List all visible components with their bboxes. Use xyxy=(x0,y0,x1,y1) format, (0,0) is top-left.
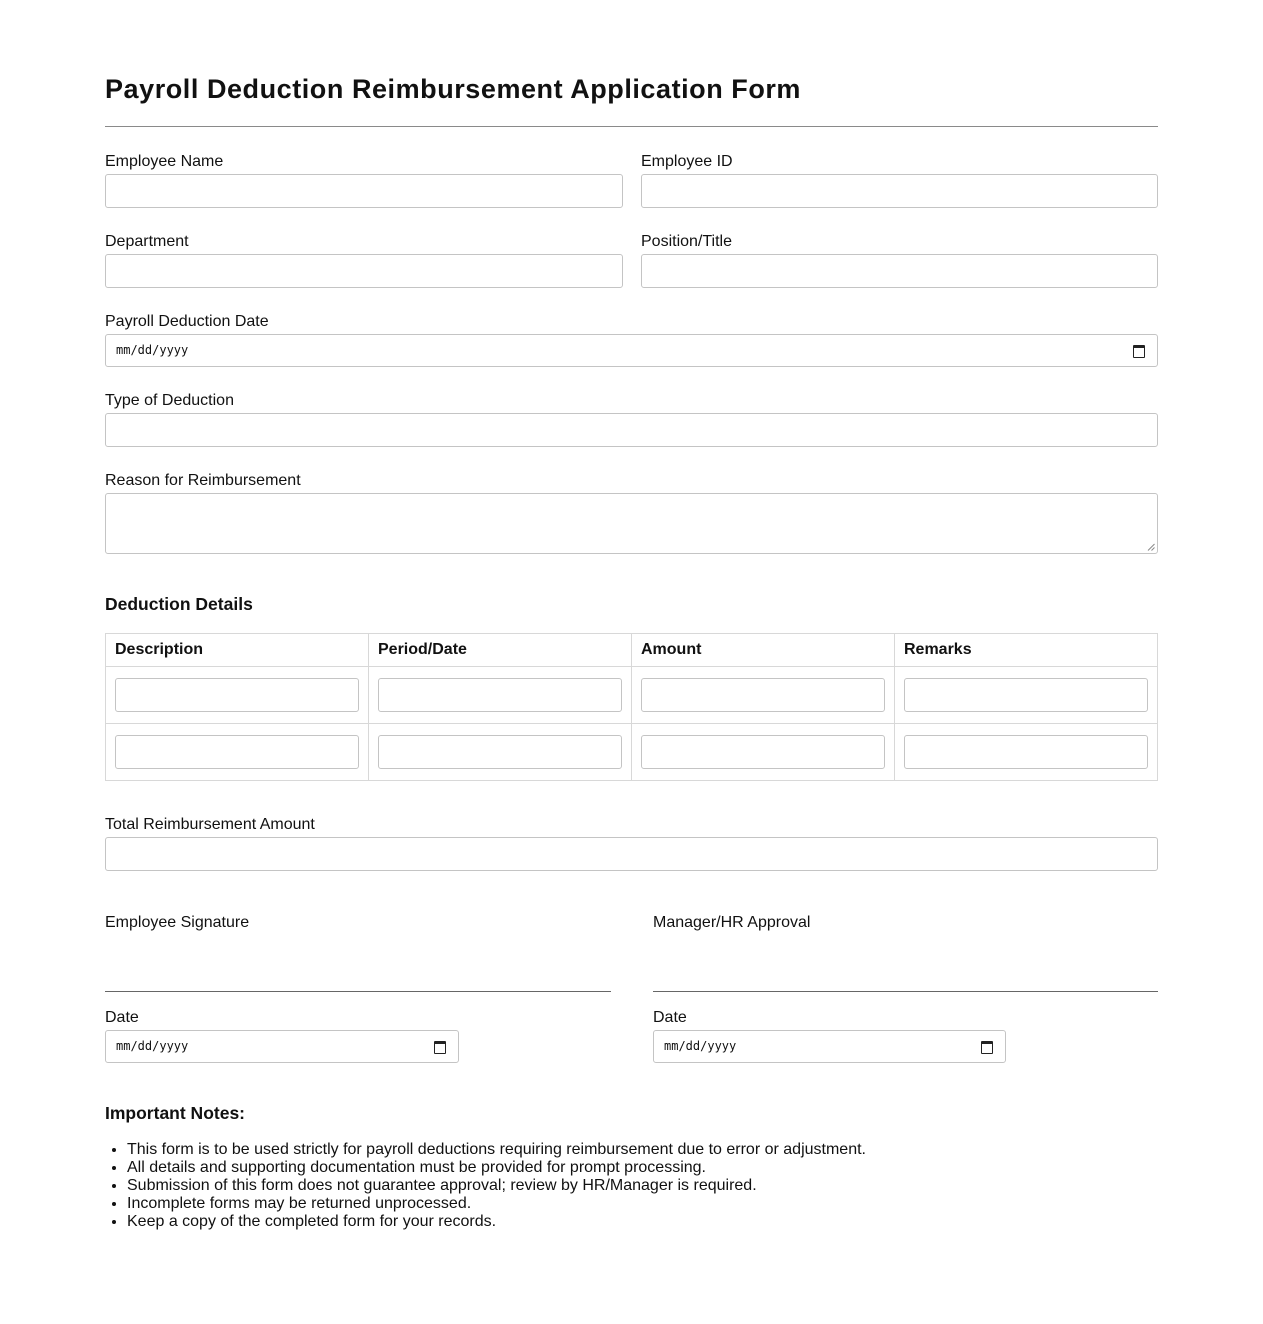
reason-label: Reason for Reimbursement xyxy=(105,472,301,489)
manager-date-label: Date xyxy=(653,1009,687,1026)
date-placeholder: mm/dd/yyyy xyxy=(664,1039,737,1053)
table-header-row xyxy=(106,634,1158,667)
department-input[interactable] xyxy=(105,254,623,288)
manager-signature-line[interactable] xyxy=(653,991,1158,992)
manager-date-input[interactable] xyxy=(653,1030,1006,1063)
calendar-icon[interactable] xyxy=(981,1041,993,1054)
employee-id-label: Employee ID xyxy=(641,153,733,170)
employee-name-input[interactable] xyxy=(105,174,623,208)
reason-textarea[interactable] xyxy=(105,493,1158,554)
column-header: Period/Date xyxy=(369,634,632,667)
position-label: Position/Title xyxy=(641,233,732,250)
date-placeholder: mm/dd/yyyy xyxy=(116,1039,189,1053)
employee-date-input[interactable] xyxy=(105,1030,459,1063)
deduction-details-heading: Deduction Details xyxy=(105,594,253,614)
column-header: Remarks xyxy=(895,634,1158,667)
title-divider xyxy=(105,126,1158,127)
table-row xyxy=(106,667,1158,724)
amount-input[interactable] xyxy=(641,735,885,769)
deduction-type-input[interactable] xyxy=(105,413,1158,447)
employee-date-label: Date xyxy=(105,1009,139,1026)
period-date-input[interactable] xyxy=(378,735,622,769)
resize-grip-icon[interactable] xyxy=(1147,543,1155,551)
list-item: • Submission of this form does not guarantee approval; review by HR/Manager is required. xyxy=(127,1177,866,1195)
list-item: • Incomplete forms may be returned unprocessed. xyxy=(127,1195,866,1213)
department-label: Department xyxy=(105,233,189,250)
deduction-type-label: Type of Deduction xyxy=(105,392,234,409)
employee-signature-label: Employee Signature xyxy=(105,914,250,931)
total-amount-label: Total Reimbursement Amount xyxy=(105,816,315,833)
important-notes-heading: Important Notes: xyxy=(105,1103,245,1123)
deduction-date-label: Payroll Deduction Date xyxy=(105,313,269,330)
employee-signature-line[interactable] xyxy=(105,991,611,992)
remarks-input[interactable] xyxy=(904,678,1148,712)
position-input[interactable] xyxy=(641,254,1158,288)
manager-approval-label: Manager/HR Approval xyxy=(653,914,811,931)
deduction-date-input[interactable] xyxy=(105,334,1158,367)
table-row xyxy=(106,724,1158,781)
employee-id-input[interactable] xyxy=(641,174,1158,208)
list-item: • Keep a copy of the completed form for your records. xyxy=(127,1213,866,1231)
list-item: • All details and supporting documentation must be provided for prompt processing. xyxy=(127,1159,866,1177)
column-header: Description xyxy=(106,634,369,667)
column-header: Amount xyxy=(632,634,895,667)
total-amount-input[interactable] xyxy=(105,837,1158,871)
list-item: • This form is to be used strictly for payroll deductions requiring reimbursement due to error or adjustment. xyxy=(127,1141,866,1159)
employee-name-label: Employee Name xyxy=(105,153,224,170)
period-date-input[interactable] xyxy=(378,678,622,712)
remarks-input[interactable] xyxy=(904,735,1148,769)
amount-input[interactable] xyxy=(641,678,885,712)
form-title: Payroll Deduction Reimbursement Application Form xyxy=(105,74,801,104)
notes-list xyxy=(105,1141,866,1231)
calendar-icon[interactable] xyxy=(434,1041,446,1054)
deduction-details-table xyxy=(105,633,1158,781)
description-input[interactable] xyxy=(115,735,359,769)
date-placeholder: mm/dd/yyyy xyxy=(116,343,189,357)
calendar-icon[interactable] xyxy=(1133,345,1145,358)
description-input[interactable] xyxy=(115,678,359,712)
